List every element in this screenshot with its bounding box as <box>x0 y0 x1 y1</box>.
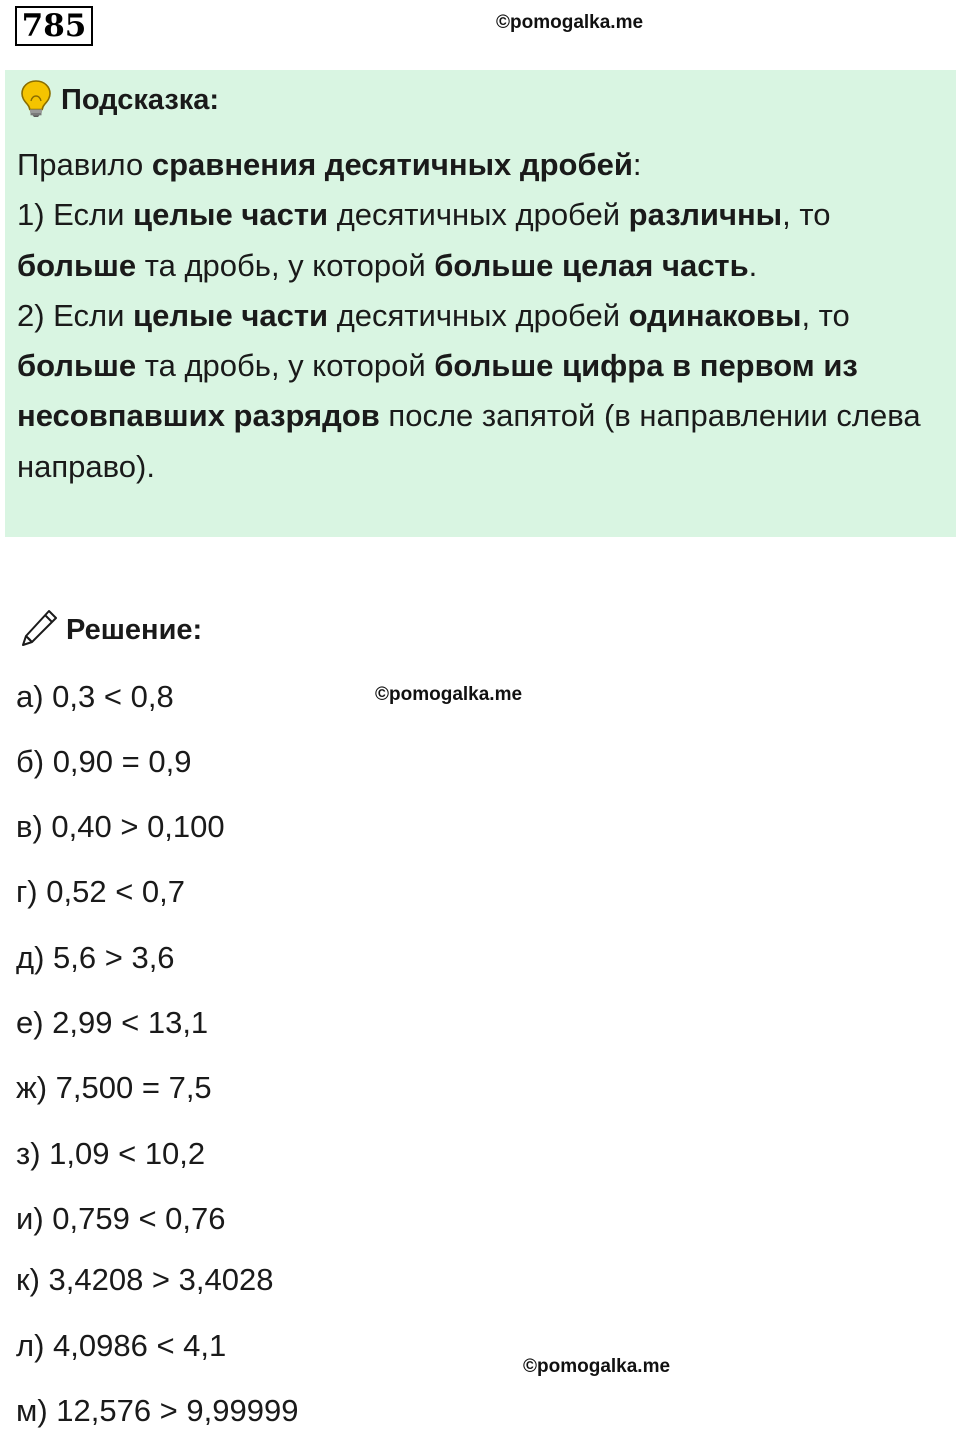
answer-item: а) 0,3 < 0,8 <box>16 679 174 714</box>
watermark-top: ©pomogalka.me <box>496 12 644 33</box>
answer-item: л) 4,0986 < 4,1 <box>16 1328 227 1363</box>
answer-item: в) 0,40 > 0,100 <box>16 809 225 844</box>
hint-box <box>5 70 956 537</box>
lightbulb-icon <box>19 79 53 122</box>
hint-text <box>17 140 952 492</box>
hint-rule-intro: Правило сравнения десятичных дробей: <box>17 147 642 182</box>
answer-item: к) 3,4208 > 3,4028 <box>16 1262 274 1297</box>
problem-number: 785 <box>15 6 93 46</box>
watermark-bottom: ©pomogalka.me <box>523 1356 671 1377</box>
answer-item: е) 2,99 < 13,1 <box>16 1005 209 1040</box>
answer-item: б) 0,90 = 0,9 <box>16 744 192 779</box>
solution-header <box>18 608 202 652</box>
hint-header <box>19 80 219 120</box>
answer-item: м) 12,576 > 9,99999 <box>16 1393 299 1428</box>
hint-rule-1: 1) Если целые части десятичных дробей различны, то больше та дробь, у которой больше целая часть. <box>17 197 831 283</box>
answer-item: г) 0,52 < 0,7 <box>16 874 186 909</box>
answer-item: д) 5,6 > 3,6 <box>16 940 175 975</box>
watermark-middle: ©pomogalka.me <box>375 684 523 705</box>
hint-title: Подсказка: <box>61 83 220 116</box>
solution-title: Решение: <box>66 613 203 646</box>
answer-item: ж) 7,500 = 7,5 <box>16 1070 212 1105</box>
hint-rule-2: 2) Если целые части десятичных дробей одинаковы, то больше та дробь, у которой больше цифра в первом из несовпавших разрядов после запятой (в направлении слева направо). <box>17 297 921 484</box>
answer-item: и) 0,759 < 0,76 <box>16 1201 226 1236</box>
pencil-icon <box>18 607 60 654</box>
answer-item: з) 1,09 < 10,2 <box>16 1136 206 1171</box>
